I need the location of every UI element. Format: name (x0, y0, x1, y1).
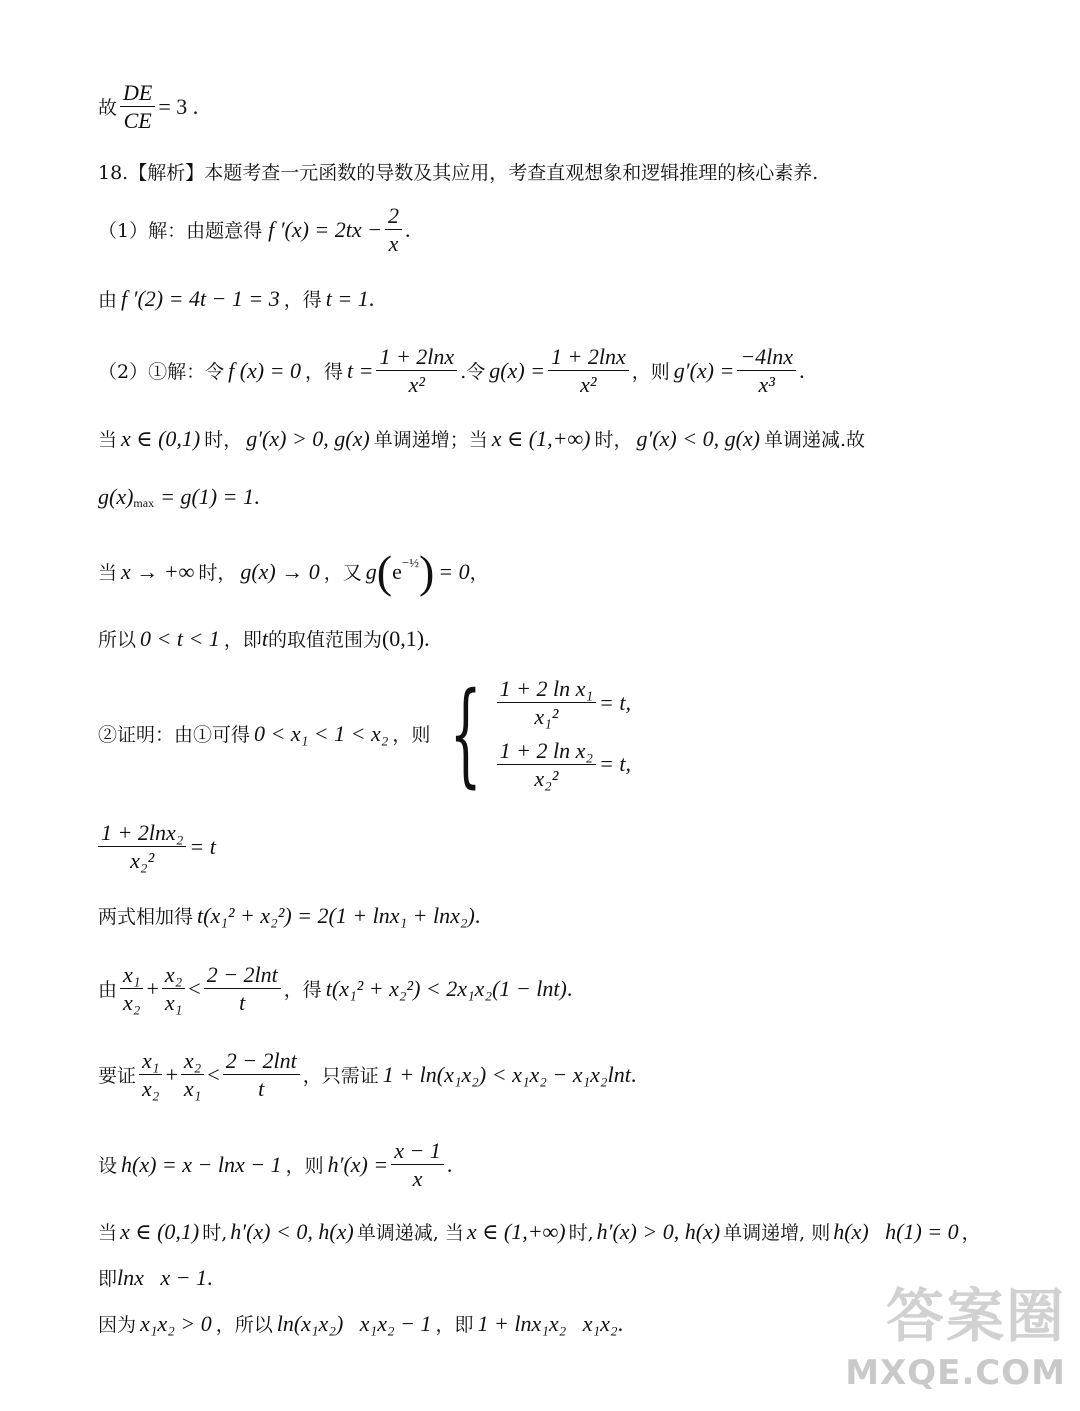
fraction (497, 676, 596, 730)
denominator: x (412, 1166, 423, 1192)
math: h(x) h(1) = 0 (833, 1218, 959, 1244)
denominator: x₁ (183, 1076, 202, 1102)
text: 单调递减, 当 (356, 1222, 464, 1244)
section-heading: 18.【解析】本题考查一元函数的导数及其应用，考查直观想象和逻辑推理的核心素养. (98, 162, 819, 184)
denominator: CE (123, 108, 152, 134)
text: ， (961, 1222, 981, 1244)
numerator: 1 + 2lnx₂ (98, 820, 186, 847)
math: 0 < t < 1 (140, 625, 220, 651)
math: f (x) = 0 (228, 357, 301, 383)
math: = g(1) = 1 (160, 483, 254, 509)
text: 单调递增, 则 (723, 1222, 831, 1244)
numerator: x₁ (120, 962, 143, 989)
denominator: x₂² (130, 848, 155, 874)
math: < (207, 1061, 220, 1087)
math: h(x) = x − lnx − 1 (121, 1151, 282, 1177)
sum-equations (98, 902, 480, 929)
numerator: 1 + 2 ln x₁ (497, 676, 596, 703)
part-1-solve-t (98, 285, 374, 312)
numerator: 1 + 2lnx (376, 344, 457, 371)
text: ，则 (631, 361, 670, 384)
text: ，即 (435, 1314, 474, 1336)
problem-18-header (98, 158, 818, 185)
math: t (261, 625, 268, 651)
denominator: x₂² (534, 765, 559, 791)
math: . (474, 902, 481, 928)
text: 故 (98, 97, 118, 120)
text: 所以 (98, 629, 137, 651)
numerator: 2 − 2lnt (223, 1048, 300, 1075)
text: ，只需证 (302, 1065, 379, 1088)
watermark-brand: 答案圈 (885, 1282, 1066, 1350)
text: （1）解：由题意得 (98, 220, 263, 243)
math: h′(x) = (327, 1151, 389, 1177)
text: 即 (98, 1268, 118, 1290)
math: ln(x₁x₂) x₁x₂ − 1 (276, 1310, 432, 1336)
denominator: x² (580, 372, 597, 398)
text: ，则 (392, 724, 431, 747)
math: . (368, 285, 375, 311)
text: 单调递减.故 (764, 429, 866, 451)
numerator: x − 1 (391, 1138, 444, 1165)
denominator: x (388, 231, 399, 257)
define-h (98, 1138, 452, 1192)
text: ，得 (283, 979, 322, 1002)
g-max (98, 482, 259, 511)
fraction (376, 344, 457, 398)
fraction (385, 203, 402, 257)
math: t = 1 (325, 285, 369, 311)
math: 0 < x₁ < 1 < x₂ (254, 720, 389, 746)
math: t(x₁² + x₂²) < 2x₁x₂(1 − lnt) (325, 975, 567, 1001)
superscript: −½ (401, 554, 419, 570)
math: 1 + lnx₁x₂ x₁x₂ (477, 1310, 618, 1336)
subscript-max: max (133, 496, 155, 510)
text: ，得 (304, 361, 343, 384)
text: 当 (98, 1222, 118, 1244)
text: 两式相加得 (98, 906, 194, 928)
math: x ∈ (1,+∞) (466, 1218, 566, 1244)
numerator: −4lnx (737, 344, 796, 371)
math: h′(x) > 0, h(x) (596, 1218, 721, 1244)
system-row-2 (494, 738, 631, 792)
math: (0,1) (381, 625, 425, 651)
math: g′(x) < 0, g(x) (636, 425, 760, 451)
math: g(x) (98, 483, 134, 509)
watermark-url: MXQE.COM (845, 1353, 1066, 1393)
fraction (98, 820, 186, 874)
numerator: 1 + 2 ln x₂ (497, 738, 596, 765)
ln-inequality (98, 1264, 213, 1291)
math: t(x₁² + x₂²) = 2(1 + lnx₁ + lnx₂) (197, 902, 475, 928)
math: g (365, 558, 377, 584)
watermark (845, 1269, 1066, 1393)
text: 因为 (98, 1314, 137, 1336)
left-brace: { (450, 668, 483, 799)
math: g′(x) = (673, 357, 735, 383)
math: g′(x) > 0, g(x) (246, 425, 370, 451)
numerator: DE (120, 80, 155, 107)
text: 时， (594, 429, 633, 451)
math: g(x) → 0 (240, 558, 320, 584)
fraction (139, 1048, 162, 1102)
text: 时， (204, 429, 243, 451)
fraction (737, 344, 796, 398)
math: t = (346, 357, 374, 383)
math: . (630, 1061, 637, 1087)
g-limit (98, 545, 489, 598)
text: 设 (98, 1155, 118, 1178)
math: + (146, 975, 159, 1001)
denominator: x₂ (142, 1076, 160, 1102)
math: g(x) = (489, 357, 545, 383)
to-prove (98, 1048, 636, 1102)
numerator: 1 + 2lnx (548, 344, 629, 371)
fraction-de-ce (120, 80, 155, 134)
math: . (405, 216, 411, 242)
math: = t (189, 833, 216, 859)
equation-x2 (98, 820, 216, 874)
text: 由 (98, 979, 118, 1002)
math: < (188, 975, 201, 1001)
numerator: x₁ (139, 1048, 162, 1075)
final-conclusion (98, 1310, 623, 1337)
numerator: 2 (385, 203, 402, 230)
t-range (98, 625, 430, 652)
text: 当 (98, 429, 118, 451)
text: ②证明：由①可得 (98, 724, 251, 747)
math: h′(x) < 0, h(x) (230, 1218, 354, 1244)
denominator: x₁² (534, 704, 559, 730)
inequality-derivation (98, 962, 572, 1016)
denominator: x₂ (123, 990, 141, 1016)
math: f ′(x) = 2tx − (268, 216, 383, 242)
text: 时， (198, 562, 237, 584)
fraction (204, 962, 281, 1016)
text: ，所以 (215, 1314, 273, 1336)
math: lnx x − 1 (117, 1264, 208, 1290)
math: x₁x₂ > 0 (140, 1310, 212, 1336)
part-1-derivative (98, 203, 411, 257)
math: . (566, 975, 573, 1001)
math: x ∈ (0,1) (121, 425, 201, 451)
equation-system (440, 668, 632, 799)
denominator: x² (408, 372, 425, 398)
text: ，即 (223, 629, 262, 651)
math: x ∈ (0,1) (120, 1218, 200, 1244)
fraction (162, 962, 185, 1016)
proof-system (98, 668, 632, 799)
math: . (617, 1310, 624, 1336)
denominator: t (258, 1076, 265, 1102)
text: .令 (460, 361, 486, 384)
text: 当 (98, 562, 118, 584)
math: . (424, 625, 430, 651)
system-rows (494, 676, 631, 791)
denominator: t (239, 990, 246, 1016)
text: 时, (568, 1222, 594, 1244)
math: = 3 . (158, 93, 199, 119)
text: 单调递增；当 (373, 429, 488, 451)
math: f ′(2) = 4t − 1 = 3 (121, 285, 280, 311)
math: . (207, 1264, 213, 1290)
text: 时, (202, 1222, 228, 1244)
fraction (391, 1138, 444, 1192)
math: x → +∞ (121, 558, 195, 584)
big-paren-open: ( (376, 546, 393, 597)
math: = t, (599, 751, 632, 777)
big-paren-close: ) (418, 546, 435, 597)
math: + (165, 1061, 178, 1087)
numerator: 2 − 2lnt (204, 962, 281, 989)
fraction (181, 1048, 204, 1102)
math: . (253, 483, 260, 509)
math: . (446, 1151, 453, 1177)
text: 的取值范围为 (267, 629, 382, 651)
fraction (223, 1048, 300, 1102)
part-2-define-g (98, 344, 805, 398)
conclusion-line (98, 80, 198, 134)
math: e (392, 558, 402, 584)
numerator: x₂ (162, 962, 185, 989)
text: 由 (98, 289, 118, 311)
text: ，又 (323, 562, 362, 584)
denominator: x³ (758, 372, 775, 398)
monotonicity-h (98, 1218, 981, 1245)
denominator: x₁ (164, 990, 183, 1016)
fraction (497, 738, 596, 792)
system-row-1 (494, 676, 631, 730)
fraction (120, 962, 143, 1016)
text: （2）①解：令 (98, 361, 225, 384)
math: = t, (599, 689, 632, 715)
text: 要证 (98, 1065, 137, 1088)
monotonicity-g (98, 425, 865, 452)
numerator: x₂ (181, 1048, 204, 1075)
math: = 0 (438, 558, 470, 584)
math: x ∈ (1,+∞) (491, 425, 591, 451)
text: ，得 (283, 289, 322, 311)
fraction (548, 344, 629, 398)
math: 1 + ln(x₁x₂) < x₁x₂ − x₁x₂lnt (382, 1061, 631, 1087)
text: ，则 (285, 1155, 324, 1178)
math: . (799, 357, 805, 383)
text: ， (469, 562, 489, 584)
